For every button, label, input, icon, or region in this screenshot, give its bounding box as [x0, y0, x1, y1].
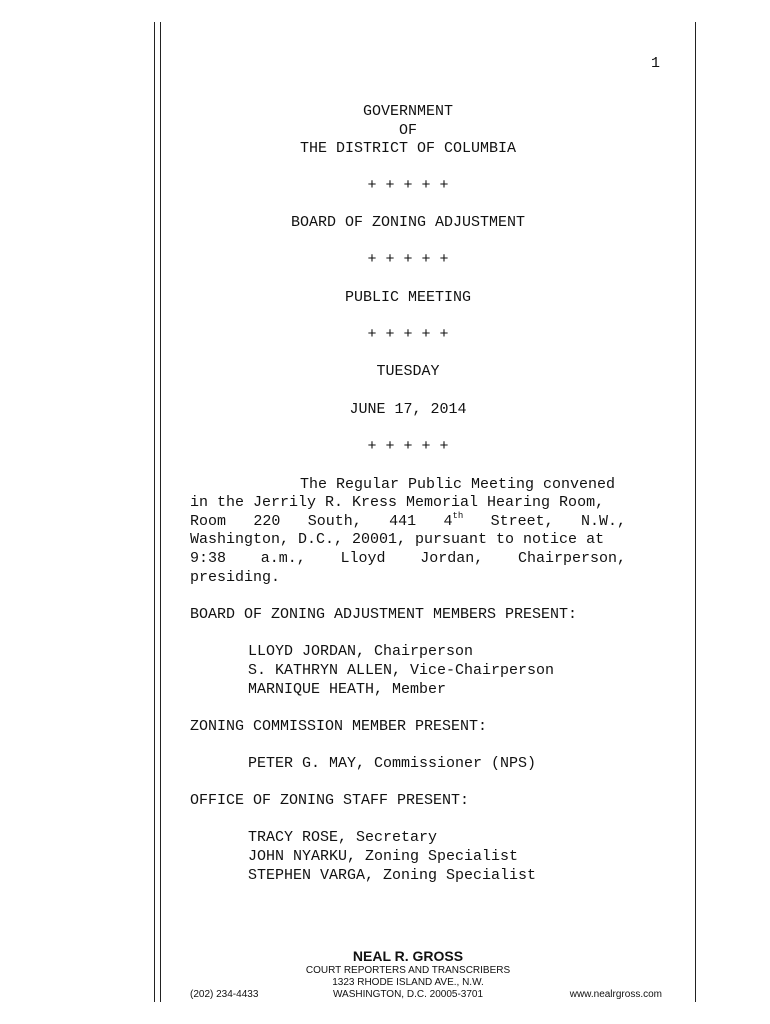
bza-members-heading: BOARD OF ZONING ADJUSTMENT MEMBERS PRESENT: — [190, 606, 578, 623]
header-government: GOVERNMENT — [362, 103, 453, 120]
page-number: 1 — [651, 55, 661, 72]
intro-line-1: The Regular Public Meeting convened — [300, 476, 616, 493]
intro-word: 9:38 — [190, 550, 227, 567]
intro-word: Street, — [490, 513, 554, 530]
zc-member-heading: ZONING COMMISSION MEMBER PRESENT: — [190, 718, 488, 735]
right-margin-rule — [695, 22, 696, 1002]
intro-line-4: Washington, D.C., 20001, pursuant to notice at — [190, 531, 605, 548]
footer-website: www.nealrgross.com — [569, 989, 662, 1000]
intro-line-6: presiding. — [190, 569, 281, 586]
intro-word-ordinal: 4th — [443, 511, 464, 530]
footer-address: 1323 RHODE ISLAND AVE., N.W. — [332, 977, 484, 988]
intro-word: Jordan, — [420, 550, 484, 567]
bza-member: LLOYD JORDAN, Chairperson — [248, 643, 474, 660]
intro-word: N.W., — [580, 513, 626, 530]
staff-heading: OFFICE OF ZONING STAFF PRESENT: — [190, 792, 470, 809]
zc-member: PETER G. MAY, Commissioner (NPS) — [248, 755, 537, 772]
separator-2: + + + + + — [367, 251, 449, 268]
separator-3: + + + + + — [367, 326, 449, 343]
separator-4: + + + + + — [367, 438, 449, 455]
header-meeting: PUBLIC MEETING — [344, 289, 472, 306]
staff-member: TRACY ROSE, Secretary — [248, 829, 438, 846]
intro-line-5 — [190, 550, 626, 567]
intro-word: 220 — [253, 513, 281, 530]
intro-word: South, — [307, 513, 362, 530]
intro-word: Room — [190, 513, 227, 530]
bza-member: S. KATHRYN ALLEN, Vice-Chairperson — [248, 662, 555, 679]
intro-line-2: in the Jerrily R. Kress Memorial Hearing Room, — [190, 494, 605, 511]
header-date: JUNE 17, 2014 — [349, 401, 467, 418]
header-district: THE DISTRICT OF COLUMBIA — [299, 140, 517, 157]
header-day: TUESDAY — [376, 363, 440, 380]
intro-word: Chairperson, — [517, 550, 626, 567]
header-board: BOARD OF ZONING ADJUSTMENT — [290, 214, 526, 231]
footer-company: NEAL R. GROSS — [352, 948, 464, 964]
bza-member: MARNIQUE HEATH, Member — [248, 681, 447, 698]
staff-member: STEPHEN VARGA, Zoning Specialist — [248, 867, 537, 884]
ordinal-suffix: th — [452, 511, 464, 521]
footer-tagline: COURT REPORTERS AND TRANSCRIBERS — [305, 965, 511, 976]
intro-word: a.m., — [260, 550, 306, 567]
intro-line-3 — [190, 513, 626, 530]
footer-phone: (202) 234-4433 — [190, 989, 259, 1000]
intro-word: Lloyd — [340, 550, 386, 567]
left-margin-rule-outer — [154, 22, 155, 1002]
intro-word: 441 — [389, 513, 417, 530]
separator-1: + + + + + — [367, 177, 449, 194]
header-of: OF — [398, 122, 417, 139]
left-margin-rule-inner — [160, 22, 161, 1002]
staff-member: JOHN NYARKU, Zoning Specialist — [248, 848, 519, 865]
footer-city: WASHINGTON, D.C. 20005-3701 — [332, 989, 484, 1000]
